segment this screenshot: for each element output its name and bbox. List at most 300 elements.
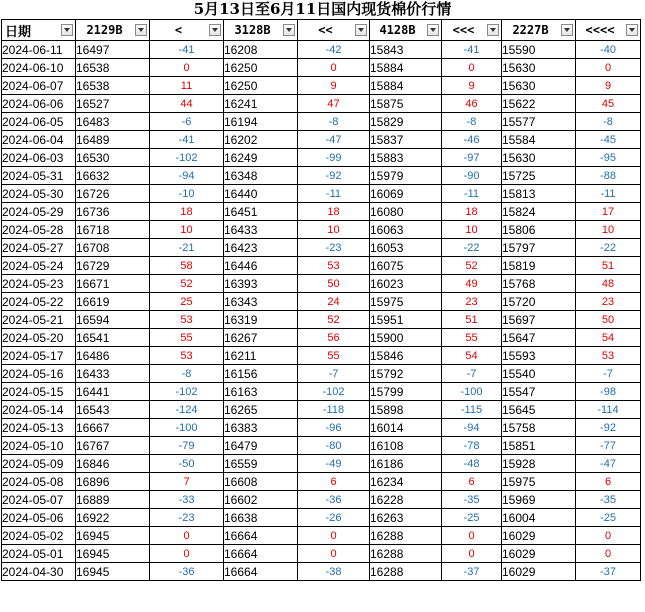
cell-price-4128b[interactable]: 15843 [370, 41, 442, 59]
cell-price-2227b[interactable]: 15758 [502, 419, 576, 437]
cell-price-2129b[interactable]: 16594 [76, 311, 150, 329]
cell-price-2129b[interactable]: 16538 [76, 59, 150, 77]
cell-price-2129b[interactable]: 16632 [76, 167, 150, 185]
cell-change-2227b[interactable]: 45 [576, 95, 641, 113]
cell-price-4128b[interactable]: 15846 [370, 347, 442, 365]
cell-change-2227b[interactable]: -8 [576, 113, 641, 131]
cell-change-2129b[interactable]: -6 [150, 113, 224, 131]
cell-date[interactable]: 2024-05-31 [2, 167, 76, 185]
cell-date[interactable]: 2024-05-02 [2, 527, 76, 545]
cell-price-2129b[interactable]: 16486 [76, 347, 150, 365]
cell-change-3128b[interactable]: 55 [298, 347, 370, 365]
cell-price-2227b[interactable]: 15797 [502, 239, 576, 257]
cell-change-3128b[interactable]: 9 [298, 77, 370, 95]
cell-price-2129b[interactable]: 16489 [76, 131, 150, 149]
cell-price-2227b[interactable]: 15928 [502, 455, 576, 473]
cell-change-2227b[interactable]: -7 [576, 365, 641, 383]
cell-price-2227b[interactable]: 15577 [502, 113, 576, 131]
cell-change-2227b[interactable]: 9 [576, 77, 641, 95]
cell-price-3128b[interactable]: 16479 [224, 437, 298, 455]
cell-price-2129b[interactable]: 16736 [76, 203, 150, 221]
cell-price-2227b[interactable]: 15593 [502, 347, 576, 365]
cell-change-3128b[interactable]: -23 [298, 239, 370, 257]
cell-change-4128b[interactable]: -94 [442, 419, 502, 437]
cell-price-2227b[interactable]: 16029 [502, 563, 576, 581]
cell-date[interactable]: 2024-06-05 [2, 113, 76, 131]
cell-price-2129b[interactable]: 16527 [76, 95, 150, 113]
cell-date[interactable]: 2024-05-16 [2, 365, 76, 383]
cell-price-3128b[interactable]: 16440 [224, 185, 298, 203]
cell-price-3128b[interactable]: 16446 [224, 257, 298, 275]
cell-change-4128b[interactable]: -78 [442, 437, 502, 455]
cell-price-2129b[interactable]: 16846 [76, 455, 150, 473]
cell-date[interactable]: 2024-06-06 [2, 95, 76, 113]
table-row [2, 311, 641, 329]
cell-change-2129b[interactable]: -100 [150, 419, 224, 437]
cell-change-3128b[interactable]: 47 [298, 95, 370, 113]
cell-price-2227b[interactable]: 15697 [502, 311, 576, 329]
cell-change-2227b[interactable]: 50 [576, 311, 641, 329]
cell-change-4128b[interactable]: -100 [442, 383, 502, 401]
cell-price-4128b[interactable]: 15898 [370, 401, 442, 419]
cell-change-3128b[interactable]: -47 [298, 131, 370, 149]
cell-change-2227b[interactable]: 54 [576, 329, 641, 347]
cell-change-3128b[interactable]: 52 [298, 311, 370, 329]
cell-price-3128b[interactable]: 16249 [224, 149, 298, 167]
cell-change-2129b[interactable]: -33 [150, 491, 224, 509]
cell-price-2227b[interactable]: 15590 [502, 41, 576, 59]
cell-price-2227b[interactable]: 15813 [502, 185, 576, 203]
cell-change-2129b[interactable]: 10 [150, 221, 224, 239]
column-header-change-3[interactable] [442, 20, 502, 41]
cell-change-3128b[interactable]: 24 [298, 293, 370, 311]
cell-price-2227b[interactable]: 15547 [502, 383, 576, 401]
table-row [2, 527, 641, 545]
cell-price-4128b[interactable]: 16108 [370, 437, 442, 455]
cell-price-3128b[interactable]: 16608 [224, 473, 298, 491]
cell-change-2129b[interactable]: -102 [150, 383, 224, 401]
cell-change-3128b[interactable]: -92 [298, 167, 370, 185]
cell-change-3128b[interactable]: -8 [298, 113, 370, 131]
cell-price-2227b[interactable]: 15824 [502, 203, 576, 221]
cell-change-2227b[interactable]: -35 [576, 491, 641, 509]
cell-price-3128b[interactable]: 16664 [224, 545, 298, 563]
cell-change-3128b[interactable]: 10 [298, 221, 370, 239]
cell-change-2227b[interactable]: -25 [576, 509, 641, 527]
cell-price-3128b[interactable]: 16208 [224, 41, 298, 59]
cell-price-2129b[interactable]: 16619 [76, 293, 150, 311]
cell-price-2227b[interactable]: 16029 [502, 527, 576, 545]
column-header-4128b[interactable] [370, 20, 442, 41]
cell-change-2227b[interactable]: -45 [576, 131, 641, 149]
filter-dropdown-icon[interactable] [487, 24, 499, 36]
cell-change-2227b[interactable]: 17 [576, 203, 641, 221]
cell-price-3128b[interactable]: 16319 [224, 311, 298, 329]
cell-price-2227b[interactable]: 15630 [502, 77, 576, 95]
cell-price-2227b[interactable]: 15540 [502, 365, 576, 383]
cell-price-2129b[interactable]: 16667 [76, 419, 150, 437]
cell-price-3128b[interactable]: 16241 [224, 95, 298, 113]
cell-change-4128b[interactable]: -8 [442, 113, 502, 131]
cell-change-2227b[interactable]: -37 [576, 563, 641, 581]
cell-date[interactable]: 2024-05-06 [2, 509, 76, 527]
cell-price-2227b[interactable]: 15806 [502, 221, 576, 239]
cell-price-3128b[interactable]: 16267 [224, 329, 298, 347]
cell-change-2129b[interactable]: -124 [150, 401, 224, 419]
cell-price-4128b[interactable]: 16014 [370, 419, 442, 437]
cell-price-4128b[interactable]: 15829 [370, 113, 442, 131]
cell-price-2227b[interactable]: 15975 [502, 473, 576, 491]
cell-change-2227b[interactable]: -92 [576, 419, 641, 437]
cell-price-2129b[interactable]: 16530 [76, 149, 150, 167]
cell-change-3128b[interactable]: -7 [298, 365, 370, 383]
cell-price-2227b[interactable]: 16004 [502, 509, 576, 527]
cell-change-4128b[interactable]: 52 [442, 257, 502, 275]
cell-change-2129b[interactable]: -36 [150, 563, 224, 581]
column-header-3128b[interactable] [224, 20, 298, 41]
cell-price-2227b[interactable]: 15647 [502, 329, 576, 347]
cell-change-3128b[interactable]: -42 [298, 41, 370, 59]
cell-price-2227b[interactable]: 15969 [502, 491, 576, 509]
cell-date[interactable]: 2024-05-24 [2, 257, 76, 275]
cell-change-2129b[interactable]: 53 [150, 347, 224, 365]
cell-price-4128b[interactable]: 15837 [370, 131, 442, 149]
cell-date[interactable]: 2024-05-22 [2, 293, 76, 311]
cell-change-3128b[interactable]: -102 [298, 383, 370, 401]
cell-date[interactable]: 2024-05-13 [2, 419, 76, 437]
cell-date[interactable]: 2024-05-10 [2, 437, 76, 455]
cell-price-4128b[interactable]: 15875 [370, 95, 442, 113]
cell-change-2129b[interactable]: 44 [150, 95, 224, 113]
cell-change-2129b[interactable]: -79 [150, 437, 224, 455]
cell-change-2129b[interactable]: -94 [150, 167, 224, 185]
column-header-2129b[interactable] [76, 20, 150, 41]
column-header-label: << [318, 23, 333, 37]
column-header-change-1[interactable] [150, 20, 224, 41]
cell-change-2227b[interactable]: 6 [576, 473, 641, 491]
cell-change-4128b[interactable]: 46 [442, 95, 502, 113]
table-row [2, 113, 641, 131]
cell-change-2129b[interactable]: 0 [150, 59, 224, 77]
filter-dropdown-icon[interactable] [283, 24, 295, 36]
cell-price-2227b[interactable]: 15584 [502, 131, 576, 149]
cell-price-2129b[interactable]: 16922 [76, 509, 150, 527]
cell-change-4128b[interactable]: -22 [442, 239, 502, 257]
cell-change-4128b[interactable]: 18 [442, 203, 502, 221]
cell-price-2129b[interactable]: 16441 [76, 383, 150, 401]
cell-change-2227b[interactable]: 53 [576, 347, 641, 365]
cell-change-4128b[interactable]: -90 [442, 167, 502, 185]
cell-price-3128b[interactable]: 16638 [224, 509, 298, 527]
cell-price-2129b[interactable]: 16497 [76, 41, 150, 59]
cell-change-2129b[interactable]: -41 [150, 131, 224, 149]
cell-change-2129b[interactable]: 0 [150, 527, 224, 545]
cell-change-4128b[interactable]: 0 [442, 545, 502, 563]
filter-dropdown-icon[interactable] [626, 24, 638, 36]
cell-price-4128b[interactable]: 15883 [370, 149, 442, 167]
cell-change-3128b[interactable]: -26 [298, 509, 370, 527]
cell-price-4128b[interactable]: 15792 [370, 365, 442, 383]
cell-date[interactable]: 2024-04-30 [2, 563, 76, 581]
cell-price-3128b[interactable]: 16451 [224, 203, 298, 221]
filter-dropdown-icon[interactable] [427, 24, 439, 36]
cell-change-4128b[interactable]: -37 [442, 563, 502, 581]
cell-change-2227b[interactable]: 51 [576, 257, 641, 275]
cell-change-2227b[interactable]: 23 [576, 293, 641, 311]
cell-price-3128b[interactable]: 16664 [224, 563, 298, 581]
column-header-2227b[interactable] [502, 20, 576, 41]
cell-price-4128b[interactable]: 16063 [370, 221, 442, 239]
cell-price-4128b[interactable]: 15884 [370, 59, 442, 77]
cell-price-2129b[interactable]: 16896 [76, 473, 150, 491]
cell-price-4128b[interactable]: 16080 [370, 203, 442, 221]
cell-price-2129b[interactable]: 16541 [76, 329, 150, 347]
cell-date[interactable]: 2024-05-23 [2, 275, 76, 293]
cell-date[interactable]: 2024-05-15 [2, 383, 76, 401]
cell-change-2129b[interactable]: -102 [150, 149, 224, 167]
cell-change-3128b[interactable]: 0 [298, 527, 370, 545]
cell-date[interactable]: 2024-05-29 [2, 203, 76, 221]
cell-change-2129b[interactable]: 55 [150, 329, 224, 347]
cell-change-4128b[interactable]: -46 [442, 131, 502, 149]
cell-date[interactable]: 2024-06-07 [2, 77, 76, 95]
cell-change-4128b[interactable]: -97 [442, 149, 502, 167]
table-row [2, 545, 641, 563]
cell-price-3128b[interactable]: 16423 [224, 239, 298, 257]
cell-change-2227b[interactable]: 0 [576, 527, 641, 545]
cell-price-4128b[interactable]: 16069 [370, 185, 442, 203]
cell-price-2129b[interactable]: 16433 [76, 365, 150, 383]
cell-price-3128b[interactable]: 16393 [224, 275, 298, 293]
filter-dropdown-icon[interactable] [355, 24, 367, 36]
cell-price-2129b[interactable]: 16945 [76, 545, 150, 563]
cell-change-4128b[interactable]: 6 [442, 473, 502, 491]
cell-change-4128b[interactable]: 0 [442, 59, 502, 77]
table-row [2, 149, 641, 167]
cell-change-2227b[interactable]: -47 [576, 455, 641, 473]
column-header-date[interactable] [2, 20, 76, 41]
cell-change-4128b[interactable]: -7 [442, 365, 502, 383]
cell-change-4128b[interactable]: -41 [442, 41, 502, 59]
cell-price-2129b[interactable]: 16945 [76, 527, 150, 545]
cell-price-4128b[interactable]: 16263 [370, 509, 442, 527]
cell-price-3128b[interactable]: 16163 [224, 383, 298, 401]
cell-change-4128b[interactable]: 0 [442, 527, 502, 545]
filter-dropdown-icon[interactable] [209, 24, 221, 36]
cell-price-3128b[interactable]: 16194 [224, 113, 298, 131]
cell-change-2129b[interactable]: -10 [150, 185, 224, 203]
cell-price-4128b[interactable]: 16288 [370, 527, 442, 545]
cell-change-3128b[interactable]: 0 [298, 545, 370, 563]
table-row [2, 365, 641, 383]
table-row [2, 419, 641, 437]
cell-change-2227b[interactable]: -88 [576, 167, 641, 185]
cell-price-2129b[interactable]: 16671 [76, 275, 150, 293]
cell-price-2227b[interactable]: 15630 [502, 149, 576, 167]
cell-date[interactable]: 2024-06-03 [2, 149, 76, 167]
cell-price-2227b[interactable]: 15768 [502, 275, 576, 293]
cell-change-3128b[interactable]: -11 [298, 185, 370, 203]
cell-change-2129b[interactable]: 7 [150, 473, 224, 491]
cell-date[interactable]: 2024-05-27 [2, 239, 76, 257]
cell-change-2129b[interactable]: -23 [150, 509, 224, 527]
cell-price-4128b[interactable]: 16023 [370, 275, 442, 293]
cell-price-3128b[interactable]: 16348 [224, 167, 298, 185]
cell-date[interactable]: 2024-05-21 [2, 311, 76, 329]
cell-change-3128b[interactable]: -38 [298, 563, 370, 581]
cell-price-3128b[interactable]: 16250 [224, 59, 298, 77]
cell-date[interactable]: 2024-05-08 [2, 473, 76, 491]
cell-price-2227b[interactable]: 15622 [502, 95, 576, 113]
cell-change-2227b[interactable]: 0 [576, 59, 641, 77]
cell-change-4128b[interactable]: -35 [442, 491, 502, 509]
cell-price-2129b[interactable]: 16708 [76, 239, 150, 257]
cell-change-2227b[interactable]: -98 [576, 383, 641, 401]
cell-change-2129b[interactable]: 58 [150, 257, 224, 275]
cell-price-4128b[interactable]: 15951 [370, 311, 442, 329]
cell-change-4128b[interactable]: 49 [442, 275, 502, 293]
cell-change-3128b[interactable]: 56 [298, 329, 370, 347]
cell-change-2129b[interactable]: 0 [150, 545, 224, 563]
cell-price-4128b[interactable]: 16053 [370, 239, 442, 257]
cell-change-4128b[interactable]: -115 [442, 401, 502, 419]
cell-change-2227b[interactable]: 0 [576, 545, 641, 563]
cell-price-3128b[interactable]: 16559 [224, 455, 298, 473]
cell-date[interactable]: 2024-06-10 [2, 59, 76, 77]
cell-date[interactable]: 2024-05-01 [2, 545, 76, 563]
cell-change-4128b[interactable]: -11 [442, 185, 502, 203]
cell-price-3128b[interactable]: 16433 [224, 221, 298, 239]
cell-change-4128b[interactable]: 10 [442, 221, 502, 239]
cell-price-2227b[interactable]: 15645 [502, 401, 576, 419]
cell-change-3128b[interactable]: 18 [298, 203, 370, 221]
cell-price-2227b[interactable]: 15725 [502, 167, 576, 185]
cell-date[interactable]: 2024-05-14 [2, 401, 76, 419]
cell-price-4128b[interactable]: 16228 [370, 491, 442, 509]
cell-price-4128b[interactable]: 15884 [370, 77, 442, 95]
price-table [1, 19, 641, 581]
cell-price-3128b[interactable]: 16602 [224, 491, 298, 509]
cell-change-3128b[interactable]: -96 [298, 419, 370, 437]
table-row [2, 59, 641, 77]
cell-date[interactable]: 2024-05-09 [2, 455, 76, 473]
cell-date[interactable]: 2024-05-17 [2, 347, 76, 365]
cell-price-2129b[interactable]: 16718 [76, 221, 150, 239]
column-header-change-4[interactable] [576, 20, 641, 41]
cell-change-3128b[interactable]: 0 [298, 59, 370, 77]
cell-change-2227b[interactable]: 48 [576, 275, 641, 293]
cell-price-2129b[interactable]: 16729 [76, 257, 150, 275]
cell-change-3128b[interactable]: 53 [298, 257, 370, 275]
cell-change-2227b[interactable]: -77 [576, 437, 641, 455]
cell-change-3128b[interactable]: -49 [298, 455, 370, 473]
cell-date[interactable]: 2024-06-04 [2, 131, 76, 149]
cell-price-2129b[interactable]: 16767 [76, 437, 150, 455]
cell-change-2129b[interactable]: -41 [150, 41, 224, 59]
cell-change-2129b[interactable]: 18 [150, 203, 224, 221]
cell-change-2129b[interactable]: -8 [150, 365, 224, 383]
filter-dropdown-icon[interactable] [61, 24, 73, 36]
cell-date[interactable]: 2024-05-28 [2, 221, 76, 239]
cell-change-2129b[interactable]: 25 [150, 293, 224, 311]
cell-change-3128b[interactable]: 50 [298, 275, 370, 293]
cell-price-4128b[interactable]: 15975 [370, 293, 442, 311]
cell-change-2129b[interactable]: 53 [150, 311, 224, 329]
cell-change-3128b[interactable]: -118 [298, 401, 370, 419]
cell-price-2227b[interactable]: 15630 [502, 59, 576, 77]
cell-change-3128b[interactable]: -36 [298, 491, 370, 509]
table-row [2, 473, 641, 491]
cell-price-3128b[interactable]: 16265 [224, 401, 298, 419]
cell-change-4128b[interactable]: 23 [442, 293, 502, 311]
cell-change-2227b[interactable]: -22 [576, 239, 641, 257]
cell-date[interactable]: 2024-05-30 [2, 185, 76, 203]
cell-price-3128b[interactable]: 16383 [224, 419, 298, 437]
table-row [2, 401, 641, 419]
cell-change-2129b[interactable]: 52 [150, 275, 224, 293]
cell-price-4128b[interactable]: 16234 [370, 473, 442, 491]
cell-change-2227b[interactable]: -40 [576, 41, 641, 59]
cell-price-2129b[interactable]: 16483 [76, 113, 150, 131]
cell-price-4128b[interactable]: 16075 [370, 257, 442, 275]
filter-dropdown-icon[interactable] [561, 24, 573, 36]
cell-price-2129b[interactable]: 16538 [76, 77, 150, 95]
cell-change-4128b[interactable]: 54 [442, 347, 502, 365]
cell-price-4128b[interactable]: 16288 [370, 545, 442, 563]
cell-price-2129b[interactable]: 16945 [76, 563, 150, 581]
cell-price-3128b[interactable]: 16250 [224, 77, 298, 95]
cell-price-4128b[interactable]: 16186 [370, 455, 442, 473]
cell-change-3128b[interactable]: -99 [298, 149, 370, 167]
cell-date[interactable]: 2024-06-11 [2, 41, 76, 59]
cell-price-2227b[interactable]: 15819 [502, 257, 576, 275]
cell-price-4128b[interactable]: 15979 [370, 167, 442, 185]
cell-change-3128b[interactable]: 6 [298, 473, 370, 491]
cell-price-2129b[interactable]: 16726 [76, 185, 150, 203]
cell-price-3128b[interactable]: 16211 [224, 347, 298, 365]
cell-change-4128b[interactable]: -48 [442, 455, 502, 473]
cell-price-4128b[interactable]: 15900 [370, 329, 442, 347]
cell-change-2227b[interactable]: -11 [576, 185, 641, 203]
cell-price-4128b[interactable]: 16288 [370, 563, 442, 581]
cell-change-2227b[interactable]: 10 [576, 221, 641, 239]
cell-price-2129b[interactable]: 16543 [76, 401, 150, 419]
cell-change-2227b[interactable]: -114 [576, 401, 641, 419]
cell-price-2227b[interactable]: 15720 [502, 293, 576, 311]
cell-price-3128b[interactable]: 16202 [224, 131, 298, 149]
cell-price-2227b[interactable]: 15851 [502, 437, 576, 455]
cell-price-2129b[interactable]: 16889 [76, 491, 150, 509]
cell-price-3128b[interactable]: 16664 [224, 527, 298, 545]
cell-change-2129b[interactable]: -21 [150, 239, 224, 257]
cell-date[interactable]: 2024-05-07 [2, 491, 76, 509]
cell-price-4128b[interactable]: 15799 [370, 383, 442, 401]
cell-change-4128b[interactable]: 51 [442, 311, 502, 329]
cell-price-2227b[interactable]: 16029 [502, 545, 576, 563]
cell-change-2129b[interactable]: -50 [150, 455, 224, 473]
column-header-change-2[interactable] [298, 20, 370, 41]
filter-dropdown-icon[interactable] [135, 24, 147, 36]
cell-change-2129b[interactable]: 11 [150, 77, 224, 95]
cell-price-3128b[interactable]: 16343 [224, 293, 298, 311]
cell-change-4128b[interactable]: 9 [442, 77, 502, 95]
cell-date[interactable]: 2024-05-20 [2, 329, 76, 347]
cell-change-3128b[interactable]: -80 [298, 437, 370, 455]
cell-change-4128b[interactable]: -25 [442, 509, 502, 527]
cell-change-2227b[interactable]: -95 [576, 149, 641, 167]
cell-change-4128b[interactable]: 55 [442, 329, 502, 347]
cell-price-3128b[interactable]: 16156 [224, 365, 298, 383]
